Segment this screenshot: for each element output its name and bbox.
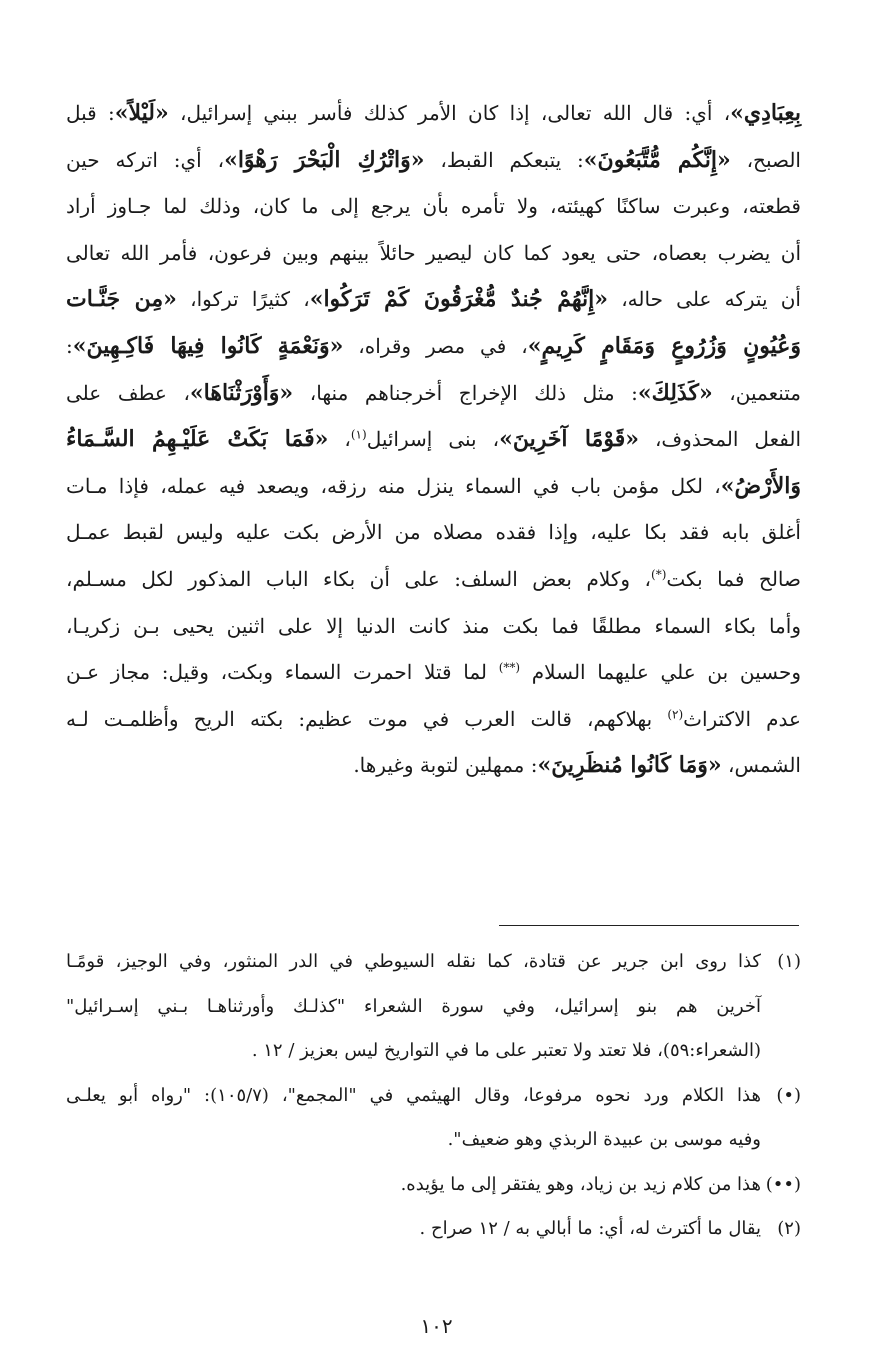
footnote-line: يقال ما أكترث له، أي: ما أبالي به / ١٢ صراح . [419, 1218, 761, 1239]
footnote-ref: (*) [651, 567, 667, 582]
text-segment: أغلق بابه فقد بكا عليه، وإذا فقده مصلاه من الأرض بكت عليه وليس لقبط عمـل [66, 520, 801, 545]
footnote-line: هذا من كلام زيد بن زياد، وهو يفتقر إلى ما يؤيده. [400, 1173, 761, 1195]
footnote-ref: (٢) [667, 707, 684, 722]
footnote-marker: (١) [777, 951, 801, 972]
text-segment: ، أي: اتركه حين [66, 147, 225, 172]
footnote-text [66, 1207, 761, 1252]
footnote-text [66, 1074, 761, 1163]
text-segment: وأما بكاء السماء مطلقًا فما بكت منذ كانت الدنيا إلا على اثنين يحيى بـن زكريـا، [66, 613, 801, 638]
footnote-line: وفيه موسى بن عبيدة الربذي وهو ضعيف". [447, 1129, 761, 1150]
text-line [66, 90, 801, 137]
footnote [66, 1207, 801, 1252]
text-segment: ، لكل مؤمن باب في السماء ينزل منه رزقه، ويصعد فيه عمله، فإذا مـات [66, 473, 721, 498]
quran-quote: «وَأَوْرَثْنَاهَا» [189, 379, 294, 406]
footnote-marker: (•) [776, 1084, 801, 1106]
main-text [66, 90, 801, 789]
text-segment: صالح فما بكت [666, 566, 801, 591]
text-segment: : قبل [66, 101, 115, 125]
quran-quote: «فَمَا بَكَتْ عَلَيْـهِمُ السَّـمَاءُ [66, 426, 329, 453]
text-segment: ، كثيرًا تركوا، [176, 287, 310, 312]
text-segment: قطعته، وعبرت ساكنًا كهيئته، ولا تأمره بأن يرجع إلى ما كان، وذلك لما جـاوز أراد [66, 194, 801, 219]
text-segment: بهلاكهم، قالت العرب في موت عظيم: بكته الريح وأظلمـت لـه [66, 706, 668, 731]
footnote [66, 1163, 801, 1208]
text-line [66, 276, 801, 323]
quran-quote: «إِنَّهُمْ جُندٌ مُّغْرَقُونَ كَمْ تَرَكُوا» [309, 286, 608, 313]
text-line [66, 323, 801, 370]
footnote-ref: (**) [498, 660, 521, 675]
quran-quote: بِعِبَادِي» [730, 100, 802, 126]
text-line [66, 137, 801, 184]
footnote-marker: (٢) [777, 1218, 801, 1239]
text-segment: الشمس، [721, 753, 801, 778]
footnote-line: هذا الكلام ورد نحوه مرفوعا، وقال الهيثمي في "المجمع"، (١٠٥/٧): "رواه أبو يعلـى [66, 1084, 761, 1106]
text-line [66, 463, 801, 510]
quran-quote: «إِنَّكُم مُّتَّبَعُونَ» [583, 146, 731, 173]
text-segment: الصبح، [730, 147, 801, 172]
quran-quote: «كَذَلِكَ» [637, 379, 713, 406]
footnote [66, 940, 801, 1074]
text-segment: : مثل ذلك الإخراج أخرجناهم منها، [293, 380, 638, 405]
footnotes [66, 940, 801, 1252]
text-segment: وحسين بن علي عليهما السلام [520, 660, 802, 685]
text-segment: أن يضرب بعصاه، حتى يعود كما كان ليصير حائلاً بينهم وبين فرعون، فأمر الله تعالى [66, 240, 801, 265]
footnote-line: كذا روى ابن جرير عن قتادة، كما نقله السيوطي في الدر المنثور، وفي الوجيز، قومًـا [66, 951, 761, 972]
text-segment: : يتبعكم القبط، [424, 147, 584, 172]
footnote-line: آخرين هم بنو إسرائيل، وفي سورة الشعراء "كذلـك وأورثناهـا بـني إسـرائيل" [66, 995, 761, 1017]
text-segment: أن يتركه على حاله، [608, 287, 801, 312]
page-number: ١٠٢ [420, 1314, 453, 1338]
text-segment: : ممهلين لتوبة وغيرها. [353, 753, 538, 778]
quran-quote: «قَوْمًا آخَرِينَ» [499, 426, 639, 453]
text-segment: ، وكلام بعض السلف: على أن بكاء الباب المذكور لكل مسـلم، [66, 566, 652, 591]
text-line [66, 649, 801, 696]
quran-quote: «مِن جَنَّـات [66, 286, 177, 313]
text-line [66, 603, 801, 650]
text-line [66, 742, 801, 789]
text-line [66, 183, 801, 230]
text-line [66, 230, 801, 277]
text-segment: ، في مصر وقراه، [343, 333, 528, 358]
text-segment: ، [328, 427, 351, 452]
quran-quote: «لَيْلاً» [114, 100, 169, 126]
footnote-separator [499, 925, 799, 926]
text-line [66, 416, 801, 463]
text-segment: ، أي: قال الله تعالى، إذا كان الأمر كذلك فأسر ببني إسرائيل، [168, 101, 731, 125]
footnote [66, 1074, 801, 1163]
text-segment: لما قتلا احمرت السماء وبكت، وقيل: مجاز عـن [66, 660, 499, 685]
text-segment: ، عطف على [66, 380, 190, 405]
footnote-line: (الشعراء:٥٩)، فلا تعتد ولا تعتبر على ما في التواريخ ليس بعزيز / ١٢ . [251, 1040, 761, 1061]
text-line [66, 556, 801, 603]
quran-quote: وَالأَرْضُ» [720, 472, 801, 499]
text-line [66, 696, 801, 743]
quran-quote: «وَاتْرُكِ الْبَحْرَ رَهْوًا» [224, 146, 425, 173]
text-segment: متنعمين، [712, 380, 801, 405]
footnote-text [66, 940, 761, 1074]
text-line [66, 509, 801, 556]
text-segment: الفعل المحذوف، [638, 427, 801, 452]
footnote-marker: (••) [765, 1173, 801, 1195]
text-segment: عدم الاكتراث [683, 706, 801, 731]
footnote-text [66, 1163, 761, 1208]
quran-quote: «وَنَعْمَةٍ كَانُوا فِيهَا فَاكِـهِينَ» [72, 332, 344, 359]
quran-quote: وَعُيُونٍ وَزُرُوعٍ وَمَقَامٍ كَرِيمٍ» [527, 332, 802, 359]
quran-quote: «وَمَا كَانُوا مُنظَرِينَ» [537, 752, 722, 779]
footnote-ref: (١) [350, 427, 367, 442]
text-segment: : [66, 333, 73, 358]
text-line [66, 370, 801, 417]
text-segment: ، بنى إسرائيل [366, 427, 500, 452]
